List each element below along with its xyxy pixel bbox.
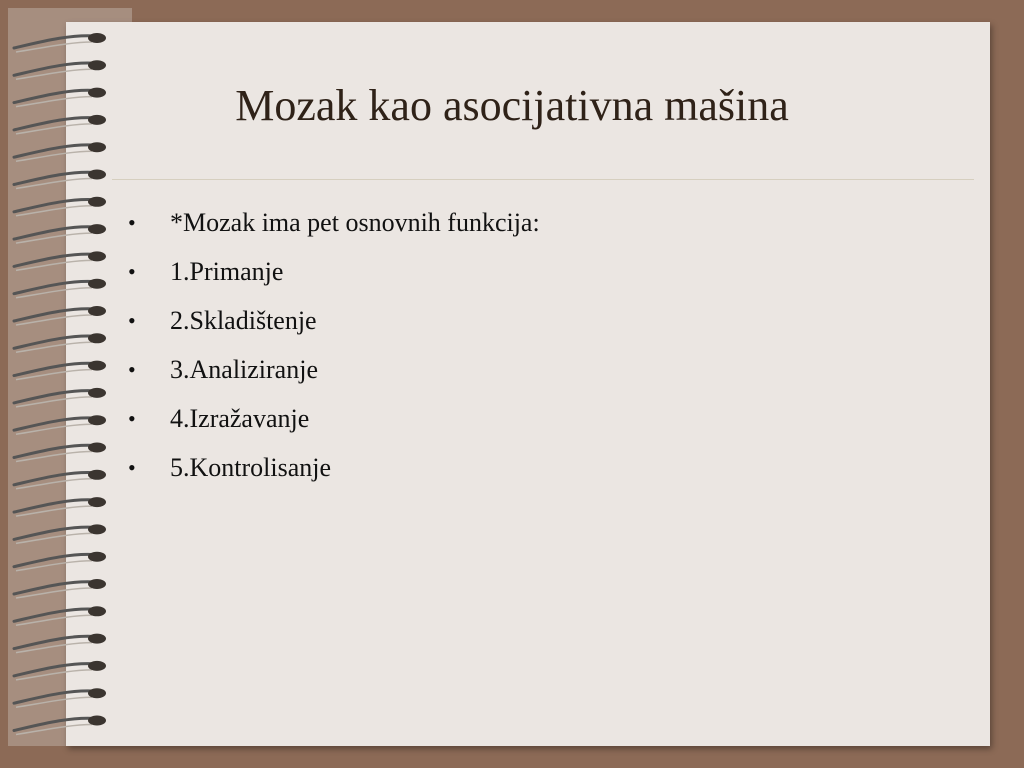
- bullet-dot: •: [128, 308, 136, 333]
- spiral-hole: [88, 470, 106, 480]
- spiral-hole: [88, 251, 106, 261]
- spiral-hole: [88, 497, 106, 507]
- spiral-hole: [88, 552, 106, 562]
- spiral-hole: [88, 142, 106, 152]
- spiral-hole: [88, 279, 106, 289]
- bullet-list: [128, 206, 558, 500]
- spiral-hole: [88, 524, 106, 534]
- spiral-hole: [88, 333, 106, 343]
- list-item: [128, 206, 558, 240]
- spiral-hole: [88, 306, 106, 316]
- bullet-dot: •: [128, 357, 136, 382]
- spiral-hole: [88, 33, 106, 43]
- spiral-hole: [88, 716, 106, 726]
- list-item: [128, 402, 558, 436]
- slide-title: Mozak kao asocijativna mašina: [235, 81, 789, 130]
- spiral-hole: [88, 415, 106, 425]
- bullet-dot: •: [128, 455, 136, 480]
- spiral-hole: [88, 361, 106, 371]
- spiral-hole: [88, 606, 106, 616]
- spiral-hole: [88, 224, 106, 234]
- spiral-hole: [88, 443, 106, 453]
- list-item: [128, 304, 558, 338]
- spiral-hole: [88, 688, 106, 698]
- spiral-hole: [88, 661, 106, 671]
- title-divider: [112, 179, 974, 180]
- bullet-dot: •: [128, 210, 136, 235]
- list-item: [128, 451, 558, 485]
- list-item: [128, 255, 558, 289]
- list-item-text: 1.Primanje: [170, 257, 284, 286]
- list-item: [128, 353, 558, 387]
- list-item-text: 2.Skladištenje: [170, 306, 317, 335]
- spiral-hole: [88, 634, 106, 644]
- list-item-text: 3.Analiziranje: [170, 355, 318, 384]
- bullet-dot: •: [128, 259, 136, 284]
- list-item-text: *Mozak ima pet osnovnih funkcija:: [170, 208, 540, 237]
- bullet-dot: •: [128, 406, 136, 431]
- spiral-hole: [88, 170, 106, 180]
- spiral-hole: [88, 197, 106, 207]
- spiral-hole: [88, 388, 106, 398]
- list-item-text: 4.Izražavanje: [170, 404, 310, 433]
- list-item-text: 5.Kontrolisanje: [170, 453, 332, 482]
- spiral-hole: [88, 60, 106, 70]
- spiral-hole: [88, 579, 106, 589]
